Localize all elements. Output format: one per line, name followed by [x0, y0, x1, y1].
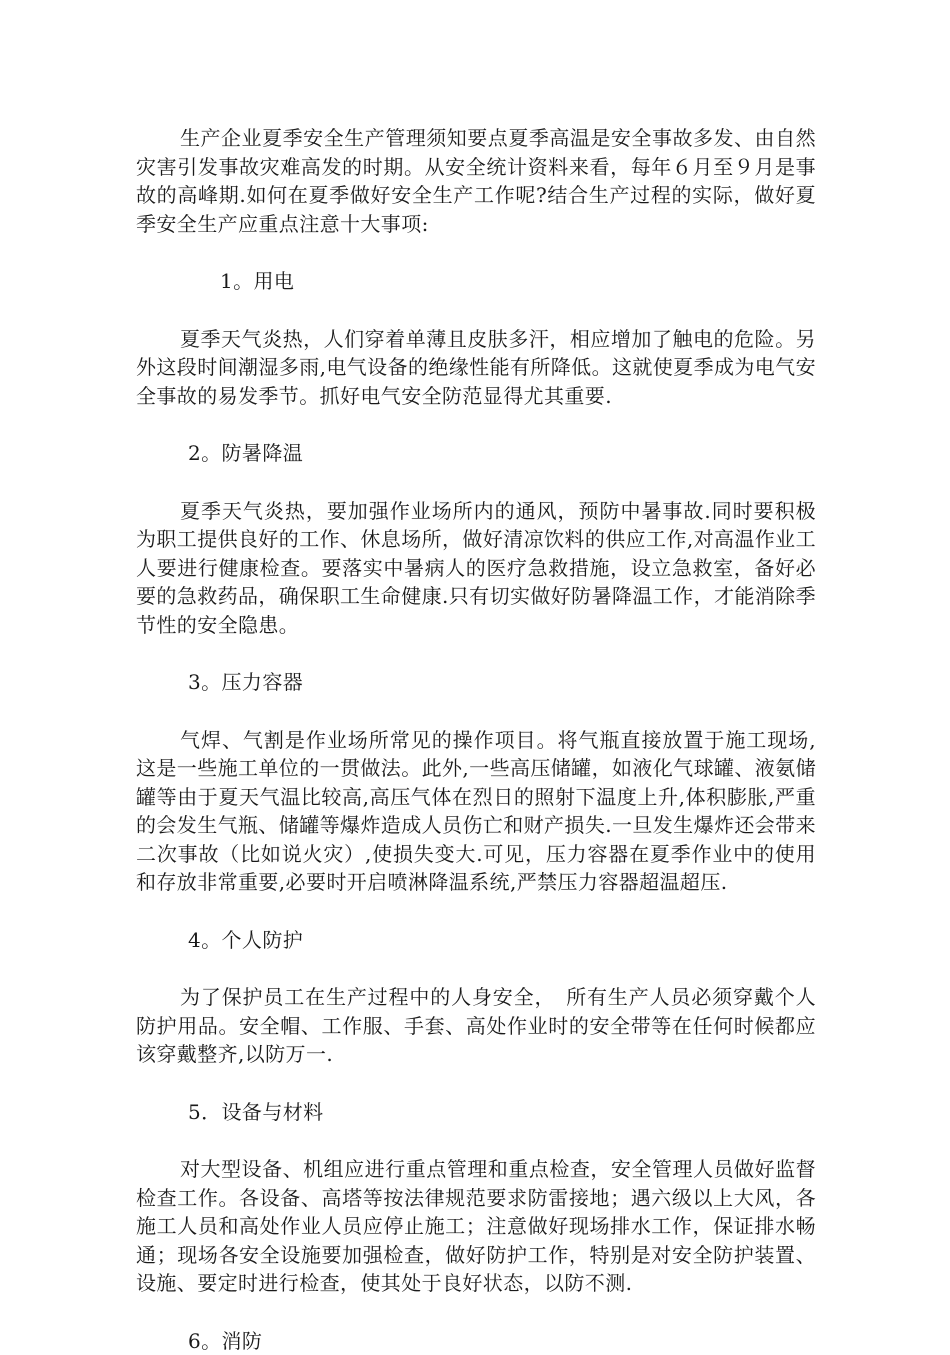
spacer — [136, 296, 816, 325]
spacer — [136, 410, 816, 439]
spacer — [136, 468, 816, 497]
section-body-pressure-vessels: 气焊、气割是作业场所常见的操作项目。将气瓶直接放置于施工现场,这是一些施工单位的一贯做法。此外,一些高压储罐，如液化气球罐、液氨储罐等由于夏天气温比较高,高压气体在烈日的照射下温度上升,体积膨胀,严重的会发生气瓶、储罐等爆炸造成人员伤亡和财产损失.一旦发生爆炸还会带来二次事故（比如说火灾）,使损失变大.可见，压力容器在夏季作业中的使用和存放非常重要,必要时开启喷淋降温系统,严禁压力容器超温超压. — [136, 726, 816, 897]
spacer — [136, 1069, 816, 1098]
section-heading-pressure-vessels: 3。压力容器 — [136, 668, 816, 697]
section-body-personal-protection: 为了保护员工在生产过程中的人身安全， 所有生产人员必须穿戴个人防护用品。安全帽、工作服、手套、高处作业时的安全带等在任何时候都应该穿戴整齐,以防万一. — [136, 983, 816, 1069]
section-body-equipment-materials: 对大型设备、机组应进行重点管理和重点检查，安全管理人员做好监督检查工作。各设备、高塔等按法律规范要求防雷接地；遇六级以上大风，各施工人员和高处作业人员应停止施工；注意做好现场排水工作，保证排水畅通；现场各安全设施要加强检查，做好防护工作，特别是对安全防护装置、设施、要定时进行检查，使其处于良好状态，以防不测. — [136, 1155, 816, 1298]
spacer — [136, 897, 816, 926]
spacer — [136, 1126, 816, 1155]
section-heading-equipment-materials: 5．设备与材料 — [136, 1098, 816, 1127]
section-heading-personal-protection: 4。个人防护 — [136, 926, 816, 955]
spacer — [136, 954, 816, 983]
spacer — [136, 639, 816, 668]
spacer — [136, 697, 816, 726]
section-heading-power: 1。用电 — [136, 267, 816, 296]
section-heading-heat-prevention: 2。防暑降温 — [136, 439, 816, 468]
spacer — [136, 238, 816, 267]
section-body-power: 夏季天气炎热，人们穿着单薄且皮肤多汗，相应增加了触电的危险。另外这段时间潮湿多雨,电气设备的绝缘性能有所降低。这就使夏季成为电气安全事故的易发季节。抓好电气安全防范显得尤其重要. — [136, 325, 816, 411]
section-body-heat-prevention: 夏季天气炎热，要加强作业场所内的通风，预防中暑事故.同时要积极为职工提供良好的工作、休息场所，做好清凉饮料的供应工作,对高温作业工人要进行健康检查。要落实中暑病人的医疗急救措施，设立急救室，备好必要的急救药品，确保职工生命健康.只有切实做好防暑降温工作，才能消除季节性的安全隐患。 — [136, 497, 816, 640]
document-body — [136, 124, 816, 1355]
intro-paragraph: 生产企业夏季安全生产管理须知要点夏季高温是安全事故多发、由自然灾害引发事故灾难高发的时期。从安全统计资料来看，每年６月至９月是事故的高峰期.如何在夏季做好安全生产工作呢?结合生产过程的实际，做好夏季安全生产应重点注意十大事项: — [136, 124, 816, 238]
section-heading-fire-safety: 6。消防 — [136, 1327, 816, 1355]
spacer — [136, 1298, 816, 1327]
